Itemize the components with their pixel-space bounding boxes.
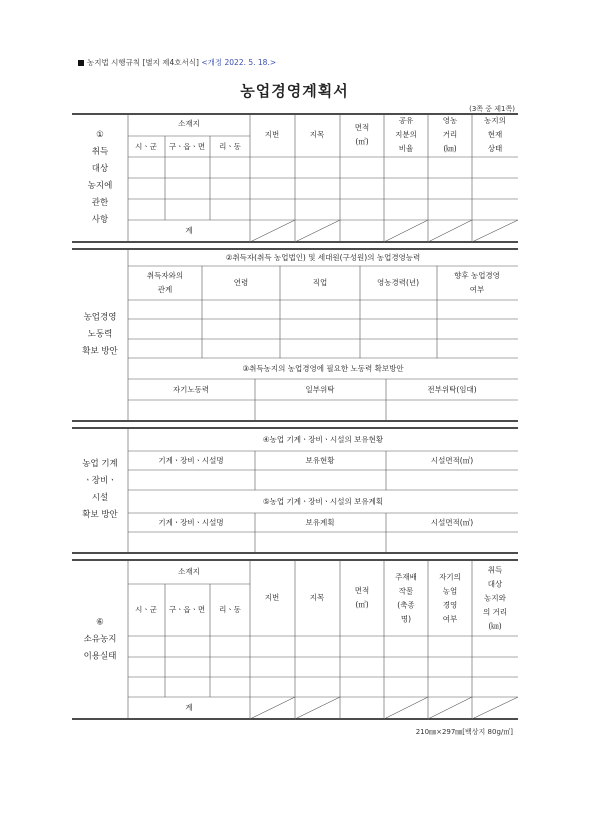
jimok-header-2: 지목: [309, 593, 325, 603]
ri-header: 리ㆍ동: [219, 142, 241, 152]
share-header: 공유 지분의 비율: [395, 116, 417, 153]
sigun-header-2: 시ㆍ군: [135, 605, 157, 615]
partial-header: 일부위탁: [305, 385, 335, 395]
self-farm-header: 자기의 농업 경영 여부: [439, 572, 461, 623]
job-header: 직업: [312, 278, 328, 288]
facility-area-header-2: 시설면적(㎡): [430, 518, 474, 528]
page-title: 농업경영계획서: [240, 82, 349, 100]
law-reference: 농지법 시행규칙 [별지 제4호서식]: [87, 58, 199, 67]
age-header: 연령: [233, 278, 249, 288]
jibun-header: 지번: [264, 130, 280, 140]
area-header: 면적 (㎡): [354, 123, 370, 146]
status-header: 농지의 현재 상태: [484, 116, 506, 153]
owned-status-header: 보유현황: [305, 456, 335, 466]
gu-header: 구ㆍ읍ㆍ면: [168, 142, 206, 152]
owned-title: ④농업 기계ㆍ장비ㆍ시설의 보유현황: [262, 435, 384, 445]
gu-header-2: 구ㆍ읍ㆍ면: [168, 605, 206, 615]
relation-header: 취득자와의 관계: [146, 271, 184, 294]
section6-label: ⑥ 소유농지 이용실태: [83, 617, 117, 662]
facility-area-header: 시설면적(㎡): [430, 456, 474, 466]
jibun-header-2: 지번: [264, 593, 280, 603]
self-labor-header: 자기노동력: [172, 385, 210, 395]
paper-spec-footer: 210㎜×297㎜[백상지 80g/㎡]: [415, 728, 513, 736]
revision-date: <개정 2022. 5. 18.>: [201, 58, 277, 67]
section2-label: 농업경영 노동력 확보 방안: [82, 312, 118, 357]
crop-header: 주재배 작물 (축종 명): [395, 572, 417, 623]
labor-title: ③취득농지의 농업경영에 필요한 노동력 확보방안: [242, 364, 404, 374]
total-label: 계: [185, 226, 193, 236]
plan-title: ⑤농업 기계ㆍ장비ㆍ시설의 보유계획: [262, 497, 384, 507]
experience-header: 영농경력(년): [376, 278, 420, 288]
distance-header: 영농 거리 (㎞): [442, 116, 458, 153]
machine-name-header-2: 기계ㆍ장비ㆍ시설명: [158, 518, 224, 528]
page-number: (3쪽 중 제1쪽): [469, 105, 515, 113]
sigun-header: 시ㆍ군: [135, 142, 157, 152]
section1-label: ① 취득 대상 농지에 관한 사항: [87, 130, 113, 225]
location-header: 소재지: [178, 119, 200, 129]
capacity-title: ②취득자(취득 농업법인) 및 세대원(구성원)의 농업경영능력: [225, 253, 421, 263]
machine-name-header: 기계ㆍ장비ㆍ시설명: [158, 456, 224, 466]
ri-header-2: 리ㆍ동: [219, 605, 241, 615]
section3-label: 농업 기계 ㆍ장비ㆍ 시설 확보 방안: [82, 459, 118, 520]
distance-header-2: 취득 대상 농지와 의 거리 (㎞): [482, 565, 508, 630]
full-header: 전부위탁(임대): [427, 385, 477, 395]
area-header-2: 면적 (㎡): [354, 586, 370, 609]
total-label-2: 계: [185, 703, 193, 713]
jimok-header: 지목: [309, 130, 325, 140]
plan-header: 보유계획: [305, 518, 335, 528]
location-header-2: 소재지: [178, 567, 200, 577]
future-header: 향후 농업경영 여부: [454, 271, 500, 294]
